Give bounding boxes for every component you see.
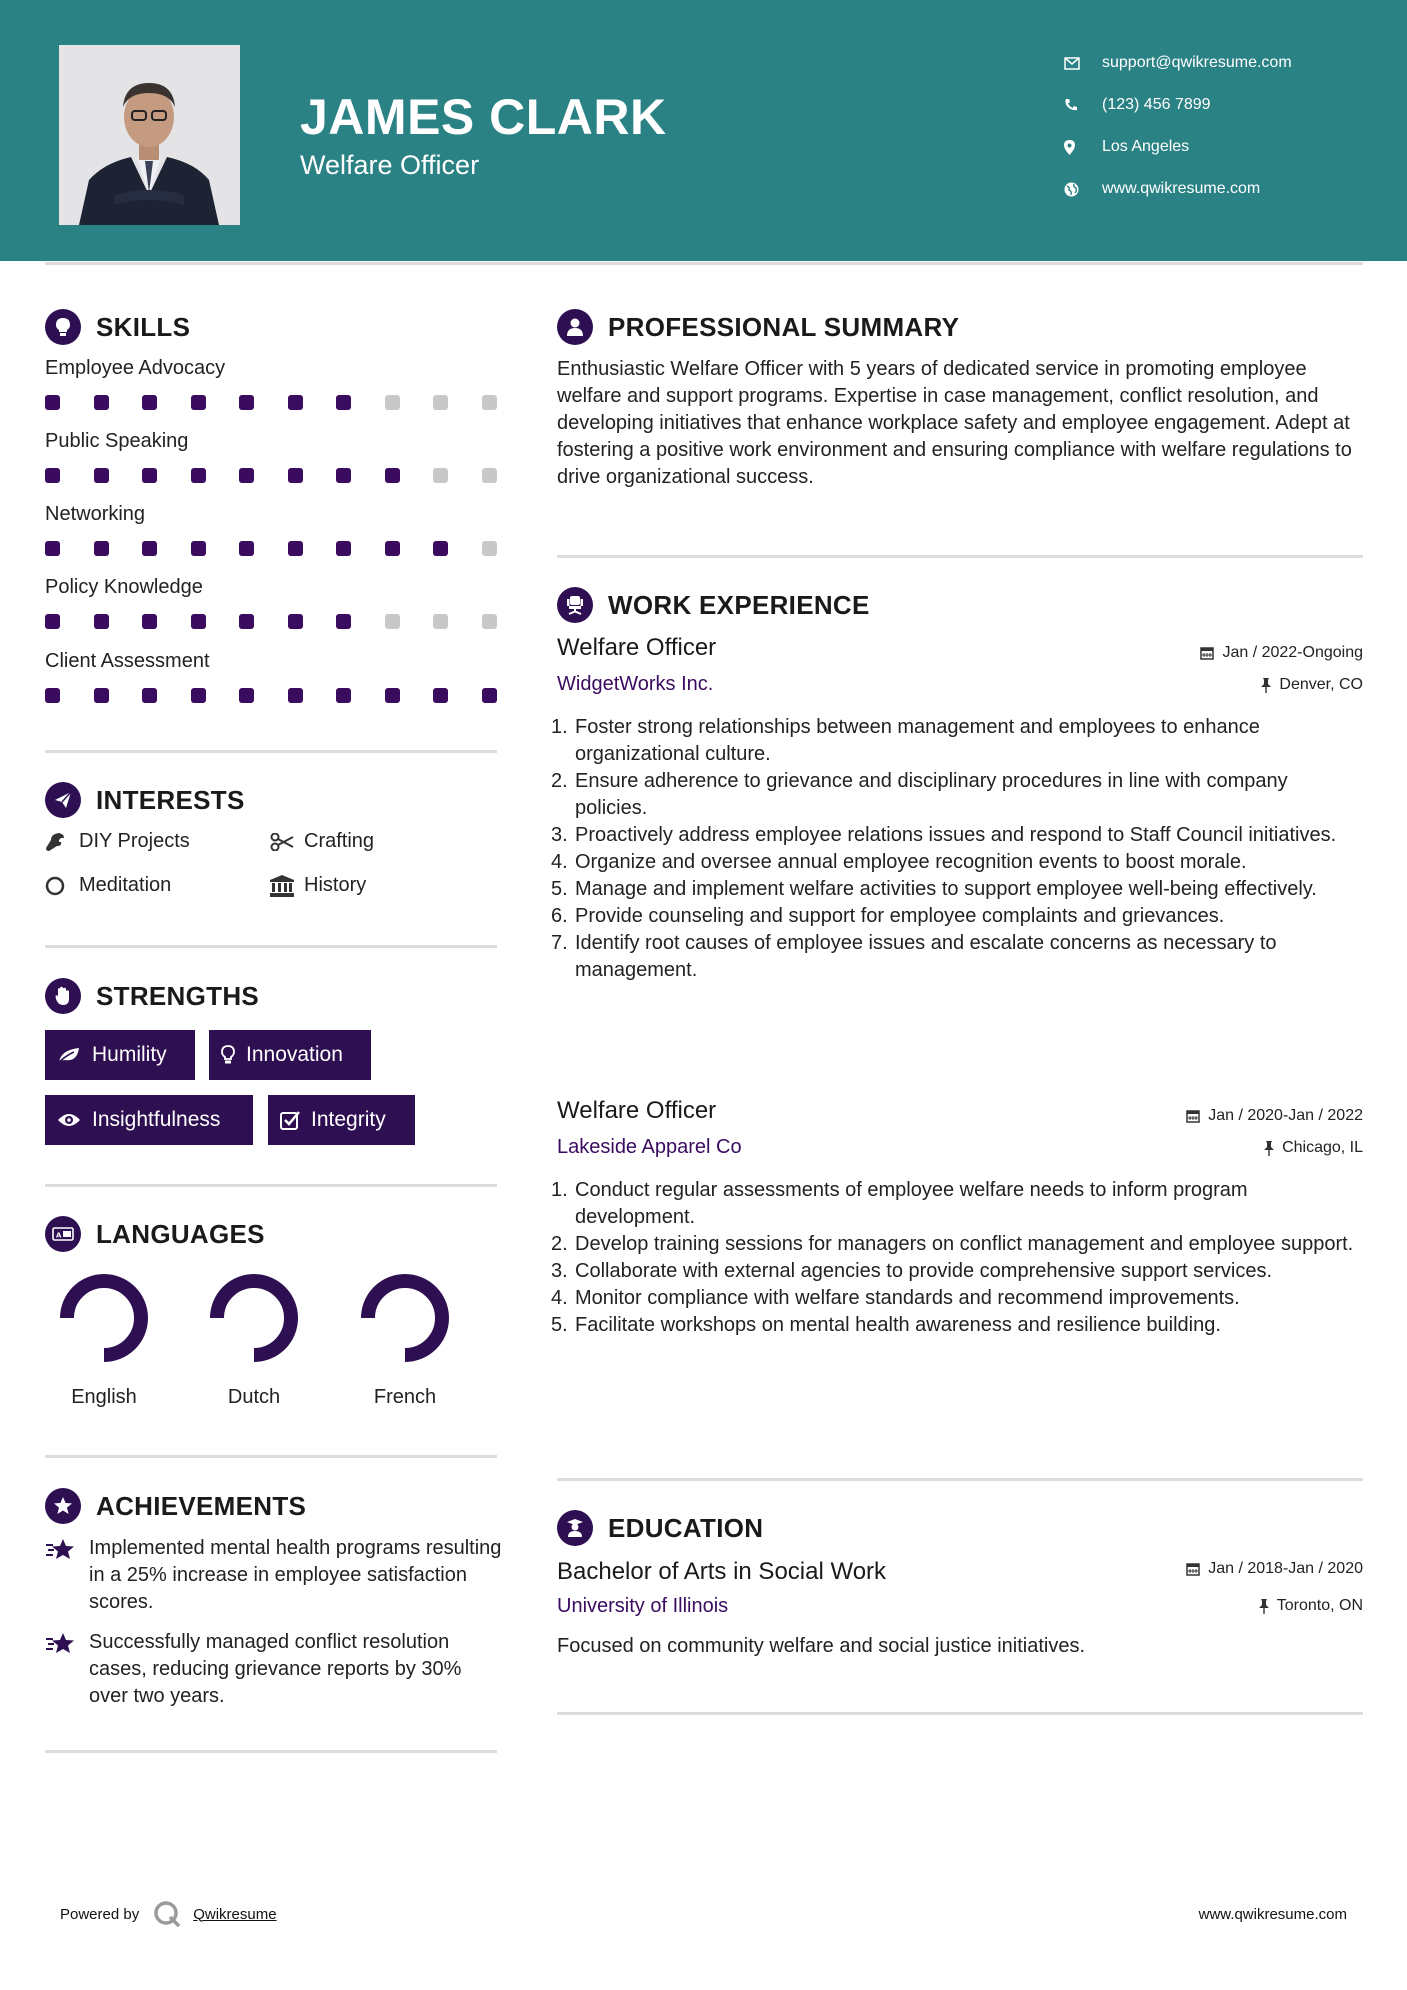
language-name: Dutch — [227, 1386, 281, 1408]
skill-dot-filled — [385, 468, 400, 483]
hand-icon — [45, 978, 81, 1014]
skill-dot-filled — [336, 614, 351, 629]
paper-plane-icon — [45, 782, 81, 818]
skill-dot-filled — [191, 395, 206, 410]
duty-text: Monitor compliance with welfare standards and recommend improvements. — [575, 1287, 1240, 1309]
user-icon — [557, 309, 593, 345]
summary-text: Enthusiastic Welfare Officer with 5 years of dedicated service in promoting employee welfare and support programs. Expertise in case management, conflict resolution, and developing initiatives that enhance workplace safety and employee engagement. Adept at fostering a positive work environment and ensuring compliance with welfare regulations to drive organizational success. — [557, 358, 1352, 488]
interests-heading — [45, 782, 245, 818]
powered-by-text: Powered by — [60, 1905, 140, 1923]
duty-text: Conduct regular assessments of employee welfare needs to inform program development. — [575, 1179, 1248, 1228]
skill-dot-filled — [191, 541, 206, 556]
achievement-item — [45, 1535, 505, 1616]
interest-label: DIY Projects — [79, 830, 190, 852]
skill-name: Networking — [45, 503, 146, 525]
section-divider — [45, 945, 497, 948]
skill-dot-empty — [482, 468, 497, 483]
skill-dot-filled — [142, 688, 157, 703]
skill-dot-filled — [288, 688, 303, 703]
contact-website[interactable] — [1064, 168, 1394, 210]
education-title: EDUCATION — [608, 1512, 764, 1543]
skill-dot-filled — [94, 614, 109, 629]
star-badge-icon — [45, 1488, 81, 1524]
language-level-ring — [58, 1272, 150, 1364]
skill-dot-empty — [482, 395, 497, 410]
duty-number: 6. — [551, 905, 568, 927]
skill-rating — [45, 688, 530, 703]
calendar-icon — [1186, 1109, 1200, 1123]
language-level-ring — [208, 1272, 300, 1364]
education-description: Focused on community welfare and social justice initiatives. — [557, 1635, 1086, 1657]
strength-badge — [45, 1095, 253, 1145]
experience-title: WORK EXPERIENCE — [608, 589, 870, 620]
company-name: WidgetWorks Inc. — [557, 673, 714, 695]
duty-number: 1. — [551, 1179, 568, 1201]
contact-location-text: Los Angeles — [1102, 138, 1190, 155]
strength-badge — [209, 1030, 371, 1080]
contact-email-text: support@qwikresume.com — [1102, 54, 1292, 71]
skill-dot-filled — [433, 541, 448, 556]
circle-icon — [45, 876, 79, 896]
duty-number: 3. — [551, 824, 568, 846]
qwikresume-link[interactable]: Qwikresume — [193, 1905, 277, 1923]
skill-dot-filled — [142, 614, 157, 629]
profile-photo — [59, 45, 240, 225]
duty-text: Develop training sessions for managers on conflict management and employee support. — [575, 1233, 1354, 1255]
duty-text: Organize and oversee annual employee recognition events to boost morale. — [575, 851, 1247, 873]
skill-dot-filled — [336, 541, 351, 556]
achievement-item — [45, 1629, 505, 1710]
summary-heading — [557, 309, 959, 345]
skill-dot-empty — [385, 614, 400, 629]
interests-title: INTERESTS — [96, 784, 245, 815]
skill-dot-filled — [336, 468, 351, 483]
duty-item — [551, 1258, 1363, 1285]
duties-list — [551, 714, 1363, 984]
phone-icon — [1064, 98, 1102, 112]
skill-rating — [45, 468, 530, 483]
skill-dot-filled — [94, 468, 109, 483]
skill-dot-filled — [45, 468, 60, 483]
skill-dot-filled — [94, 688, 109, 703]
scissors-icon — [270, 833, 304, 851]
section-divider — [557, 1478, 1363, 1481]
skill-dot-filled — [385, 541, 400, 556]
skill-dot-filled — [94, 395, 109, 410]
strength-label: Integrity — [311, 1108, 386, 1131]
education-location-text: Toronto, ON — [1276, 1597, 1363, 1614]
achievements-heading — [45, 1488, 306, 1524]
language-item — [350, 1272, 460, 1409]
languages-title: LANGUAGES — [96, 1218, 265, 1249]
skill-dot-filled — [191, 468, 206, 483]
summary-title: PROFESSIONAL SUMMARY — [608, 311, 960, 342]
skill-dot-empty — [482, 614, 497, 629]
duty-item — [551, 849, 1363, 876]
school-name: University of Illinois — [557, 1595, 729, 1617]
interest-item — [45, 874, 171, 897]
skill-dot-filled — [288, 468, 303, 483]
education-dates — [1186, 1560, 1363, 1578]
leaf-icon — [57, 1046, 81, 1064]
skill-name: Policy Knowledge — [45, 576, 203, 598]
skill-dot-empty — [433, 395, 448, 410]
contact-list — [1064, 42, 1394, 210]
contact-phone[interactable] — [1064, 84, 1394, 126]
skill-dot-empty — [433, 614, 448, 629]
skill-dot-filled — [433, 688, 448, 703]
calendar-icon — [1200, 646, 1214, 660]
duty-text: Facilitate workshops on mental health awareness and resilience building. — [575, 1314, 1221, 1336]
duty-number: 4. — [551, 851, 568, 873]
skill-dot-filled — [239, 395, 254, 410]
duty-item — [551, 903, 1363, 930]
education-location — [1259, 1597, 1363, 1615]
duty-item — [551, 1312, 1363, 1339]
header-divider — [45, 262, 1363, 265]
skill-dot-filled — [45, 541, 60, 556]
globe-icon — [1064, 182, 1102, 197]
interest-item — [45, 830, 190, 853]
strengths-heading — [45, 978, 259, 1014]
interest-item — [270, 874, 366, 897]
pushpin-icon — [1261, 678, 1271, 693]
duty-number: 1. — [551, 716, 568, 738]
interest-label: Meditation — [79, 874, 172, 896]
office-chair-icon — [557, 587, 593, 623]
skill-dot-filled — [191, 688, 206, 703]
job-title: Welfare Officer — [557, 634, 717, 661]
skills-title: SKILLS — [96, 311, 191, 342]
achievement-text: Implemented mental health programs resulting in a 25% increase in employee satisfaction scores. — [89, 1537, 502, 1613]
language-level-ring — [359, 1272, 451, 1364]
language-item — [199, 1272, 309, 1409]
skill-name: Public Speaking — [45, 430, 189, 452]
duty-text: Ensure adherence to grievance and disciplinary procedures in line with company policies. — [575, 770, 1288, 819]
skill-dot-filled — [239, 688, 254, 703]
candidate-name: JAMES CLARK — [300, 89, 667, 145]
check-square-icon — [280, 1110, 300, 1130]
svg-text:A: A — [56, 1231, 62, 1240]
language-icon — [45, 1216, 81, 1252]
job-location-text: Chicago, IL — [1282, 1139, 1363, 1156]
job-location — [1264, 1139, 1363, 1157]
eye-icon — [57, 1112, 81, 1128]
skill-dot-empty — [433, 468, 448, 483]
interest-item — [270, 830, 374, 853]
skill-rating — [45, 541, 530, 556]
skill-dot-filled — [288, 614, 303, 629]
skill-rating — [45, 614, 530, 629]
qwikresume-logo-icon — [153, 1900, 181, 1928]
skill-dot-filled — [142, 468, 157, 483]
graduate-icon — [557, 1510, 593, 1546]
duty-text: Foster strong relationships between management and employees to enhance organizational culture. — [575, 716, 1260, 765]
skill-dot-filled — [336, 395, 351, 410]
pushpin-icon — [1259, 1599, 1269, 1614]
language-name: English — [71, 1386, 137, 1408]
language-name: French — [373, 1386, 437, 1408]
languages-heading — [45, 1216, 265, 1252]
duty-text: Provide counseling and support for employee complaints and grievances. — [575, 905, 1225, 927]
strength-label: Insightfulness — [92, 1108, 221, 1131]
footer-branding — [60, 1900, 277, 1928]
section-divider — [45, 1750, 497, 1753]
job-dates — [1186, 1107, 1363, 1125]
skill-dot-filled — [142, 541, 157, 556]
duty-item — [551, 822, 1363, 849]
skill-dot-filled — [191, 614, 206, 629]
skill-dot-filled — [45, 614, 60, 629]
duty-item — [551, 1231, 1363, 1258]
wrench-icon — [45, 832, 79, 852]
duty-text: Proactively address employee relations issues and respond to Staff Council initiatives. — [575, 824, 1337, 846]
duty-item — [551, 1285, 1363, 1312]
skill-dot-filled — [94, 541, 109, 556]
interest-label: History — [304, 874, 367, 896]
section-divider — [45, 1455, 497, 1458]
job-location-text: Denver, CO — [1279, 676, 1363, 693]
pushpin-icon — [1264, 1141, 1274, 1156]
contact-location — [1064, 126, 1394, 168]
skill-dot-filled — [239, 468, 254, 483]
duty-number: 5. — [551, 1314, 568, 1336]
duty-text: Collaborate with external agencies to provide comprehensive support services. — [575, 1260, 1273, 1282]
skill-dot-filled — [385, 688, 400, 703]
skill-dot-filled — [336, 688, 351, 703]
lightbulb-icon — [221, 1045, 235, 1065]
duty-item — [551, 876, 1363, 903]
lightbulb-icon — [45, 309, 81, 345]
duty-number: 7. — [551, 932, 568, 954]
strength-label: Humility — [92, 1043, 167, 1066]
education-dates-text: Jan / 2018-Jan / 2020 — [1208, 1560, 1363, 1577]
skill-dot-filled — [45, 688, 60, 703]
header-banner — [0, 0, 1407, 261]
duty-item — [551, 930, 1363, 984]
duty-number: 2. — [551, 1233, 568, 1255]
section-divider — [45, 1184, 497, 1187]
duty-item — [551, 1177, 1363, 1231]
section-divider — [45, 750, 497, 753]
star-icon — [45, 1629, 89, 1710]
achievement-text: Successfully managed conflict resolution cases, reducing grievance reports by 30% over two years. — [89, 1631, 462, 1707]
strength-label: Innovation — [246, 1043, 343, 1066]
job-location — [1261, 676, 1363, 694]
skill-dot-filled — [239, 614, 254, 629]
job-dates-text: Jan / 2020-Jan / 2022 — [1208, 1107, 1363, 1124]
degree-title: Bachelor of Arts in Social Work — [557, 1558, 887, 1585]
envelope-icon — [1064, 57, 1102, 70]
bank-icon — [270, 875, 304, 897]
duty-number: 2. — [551, 770, 568, 792]
candidate-role: Welfare Officer — [300, 150, 480, 180]
duty-text: Manage and implement welfare activities to support employee well-being effectively. — [575, 878, 1317, 900]
skill-dot-filled — [45, 395, 60, 410]
contact-phone-text: (123) 456 7899 — [1102, 96, 1211, 113]
skill-dot-empty — [482, 541, 497, 556]
job-dates — [1200, 644, 1363, 662]
skill-dot-filled — [142, 395, 157, 410]
skill-rating — [45, 395, 530, 410]
skill-dot-filled — [239, 541, 254, 556]
duty-number: 3. — [551, 1260, 568, 1282]
strength-badge — [268, 1095, 415, 1145]
map-marker-icon — [1064, 140, 1102, 155]
skill-dot-filled — [288, 395, 303, 410]
contact-website-text: www.qwikresume.com — [1102, 180, 1261, 197]
job-dates-text: Jan / 2022-Ongoing — [1222, 644, 1363, 661]
duties-list — [551, 1177, 1363, 1339]
section-divider — [557, 555, 1363, 558]
skill-dot-filled — [482, 688, 497, 703]
footer-website[interactable]: www.qwikresume.com — [1198, 1906, 1347, 1923]
experience-heading — [557, 587, 870, 623]
duty-number: 4. — [551, 1287, 568, 1309]
achievements-title: ACHIEVEMENTS — [96, 1490, 307, 1521]
skill-name: Client Assessment — [45, 650, 210, 672]
contact-email[interactable] — [1064, 42, 1394, 84]
skill-dot-filled — [288, 541, 303, 556]
strengths-title: STRENGTHS — [96, 980, 260, 1011]
section-divider — [557, 1712, 1363, 1715]
duty-item — [551, 768, 1363, 822]
strength-badge — [45, 1030, 195, 1080]
duty-item — [551, 714, 1363, 768]
language-item — [49, 1272, 159, 1409]
calendar-icon — [1186, 1562, 1200, 1576]
job-title: Welfare Officer — [557, 1097, 717, 1124]
company-name: Lakeside Apparel Co — [557, 1136, 742, 1158]
duty-number: 5. — [551, 878, 568, 900]
skill-name: Employee Advocacy — [45, 357, 226, 379]
star-icon — [45, 1535, 89, 1616]
skills-heading — [45, 309, 190, 345]
interest-label: Crafting — [304, 830, 375, 852]
duty-text: Identify root causes of employee issues and escalate concerns as necessary to management. — [575, 932, 1277, 981]
skill-dot-empty — [385, 395, 400, 410]
education-heading — [557, 1510, 763, 1546]
